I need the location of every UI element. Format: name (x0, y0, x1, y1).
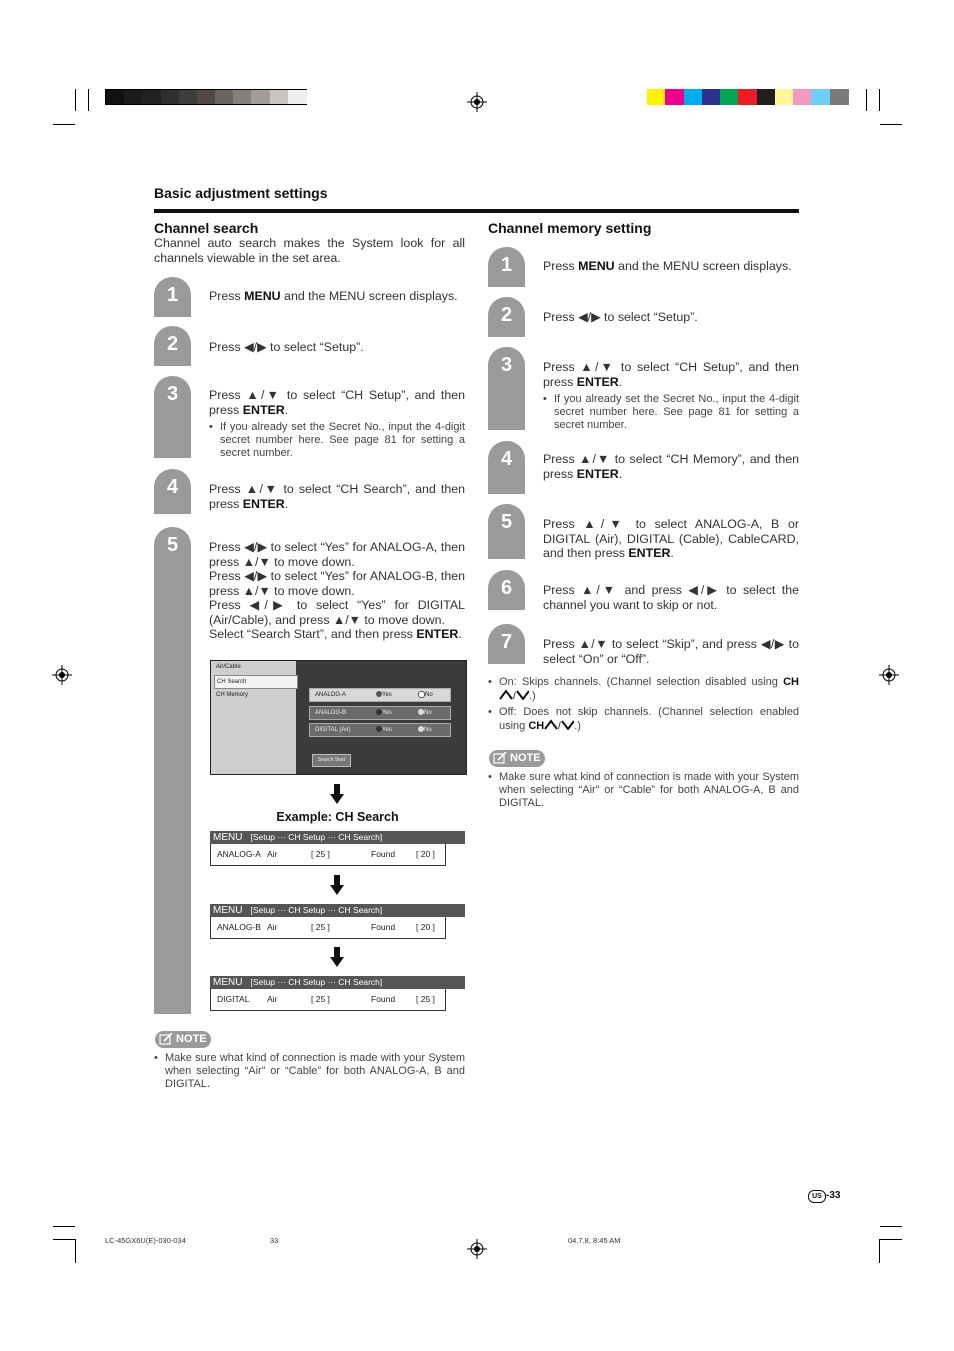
crop-mark (88, 89, 89, 111)
color-swatch (124, 90, 143, 104)
pencil-icon (493, 752, 507, 764)
right-step-6 (488, 570, 799, 610)
step-number: 7 (488, 624, 525, 661)
down-arrow-icon (330, 947, 344, 967)
right-step-1 (488, 247, 799, 287)
step-text: Press ◀/▶ to select “Yes” for ANALOG-A, then press ▲/▼ to move down. Press ◀/▶ to select “Yes” for ANALOG-B, then press ▲/▼ to move down. Press ◀/▶ to select “Yes” for DIGITAL (Air/Cable), and press ▲/▼ to move down. Select “Search Start”, and then press ENTER. (209, 540, 465, 641)
color-swatch (775, 89, 794, 105)
example-title: Example: CH Search (276, 810, 399, 824)
crop-mark (880, 124, 902, 125)
color-swatch (720, 89, 739, 105)
step-number: 6 (488, 570, 525, 607)
osd-menu-list (211, 661, 296, 774)
right-step-7 (488, 624, 799, 664)
color-swatch (179, 90, 198, 104)
crop-mark (75, 89, 76, 111)
step-text: Press ▲/▼ and press ◀/▶ to select the channel you want to skip or not. (543, 583, 799, 612)
osd-row-digital[interactable]: DIGITAL (Air) Yes No (309, 723, 451, 737)
left-note-text: • Make sure what kind of connection is made with your System when selecting “Air” or “Cable” for both ANALOG-A, B and DIGITAL. (154, 1052, 465, 1090)
step-text: Press ▲/▼ to select “CH Setup”, and then press ENTER. (209, 388, 465, 417)
color-swatch (288, 90, 307, 104)
step-bar (488, 607, 525, 610)
menu-result-row: ANALOG-B Air [ 25 ] Found [ 20 ] (210, 917, 446, 939)
crop-mark (53, 1239, 75, 1240)
header-rule (154, 209, 799, 213)
color-swatch (702, 89, 721, 105)
registration-mark-icon (52, 665, 72, 685)
step-number: 1 (154, 277, 191, 314)
note-badge: NOTE (489, 750, 545, 767)
step-number: 5 (488, 504, 525, 541)
color-swatch (665, 89, 684, 105)
step-bar (154, 314, 191, 317)
step-bar (488, 478, 525, 494)
color-swatch (830, 89, 849, 105)
right-note-text: • Make sure what kind of connection is made with your System when selecting “Air” or “Cable” for both ANALOG-A, B and DIGITAL. (488, 771, 799, 809)
registration-mark-icon (467, 92, 487, 112)
crop-mark (866, 89, 867, 111)
color-swatch (106, 90, 125, 104)
color-swatch (197, 90, 216, 104)
color-swatch (757, 89, 776, 105)
step-number: 2 (488, 297, 525, 334)
skip-on-bullet: • On: Skips channels. (Channel selection disabled using CH / .) (488, 676, 799, 702)
step-bar (488, 334, 525, 337)
step-number: 2 (154, 326, 191, 363)
svg-text:/: / (558, 721, 562, 730)
page-number: US -33 (808, 1190, 840, 1203)
color-swatch (270, 90, 289, 104)
step-number: 4 (488, 441, 525, 478)
step-number: 3 (154, 376, 191, 413)
step-text: Press MENU and the MENU screen displays. (543, 259, 792, 273)
note-badge: NOTE (155, 1031, 211, 1048)
crop-mark (879, 89, 880, 111)
step-bullet: • If you already set the Secret No., input the 4-digit secret number here. See page 81 for setting a secret number. (209, 421, 465, 459)
page-section-heading: Basic adjustment settings (154, 185, 328, 201)
region-badge: US (808, 1190, 826, 1203)
right-step-5 (488, 504, 799, 559)
color-swatch (793, 89, 812, 105)
osd-menu-item[interactable]: Air/Cable (216, 664, 241, 670)
step-text: Press ▲/▼ to select “CH Setup”, and then press ENTER. (543, 360, 799, 389)
step-text: Press ◀/▶ to select “Setup”. (543, 310, 698, 324)
channel-memory-title: Channel memory setting (488, 220, 652, 236)
skip-off-bullet: • Off: Does not skip channels. (Channel selection enabled using CH / .) (488, 706, 799, 732)
menu-result-row: ANALOG-A Air [ 25 ] Found [ 20 ] (210, 844, 446, 866)
color-swatch (647, 89, 666, 105)
step-bar (488, 384, 525, 430)
right-step-2 (488, 297, 799, 337)
left-step-3 (154, 376, 465, 458)
step-bar (154, 564, 191, 1014)
step-text: Press ◀/▶ to select “Setup”. (209, 340, 364, 354)
color-swatch (684, 89, 703, 105)
print-timestamp: 04.7.8, 8:45 AM (568, 1236, 621, 1245)
color-swatch (251, 90, 270, 104)
registration-mark-icon (879, 665, 899, 685)
crop-mark (879, 1239, 880, 1263)
step-text: Press ▲/▼ to select “CH Search”, and then press ENTER. (209, 482, 465, 511)
step-text: Press ▲/▼ to select “CH Memory”, and then press ENTER. (543, 452, 799, 481)
ch-up-down-icon (544, 719, 574, 730)
down-arrow-icon (330, 784, 344, 804)
menu-header: MENU [Setup ··· CH Setup ··· CH Search] (210, 976, 465, 989)
color-swatch (738, 89, 757, 105)
step-text: Press ▲/▼ to select “Skip”, and press ◀/▶ to select “On” or “Off”. (543, 637, 799, 666)
step-bar (488, 284, 525, 287)
step-bar (154, 363, 191, 366)
step-bar (488, 661, 525, 664)
grayscale-calibration-bar (105, 89, 307, 105)
color-swatch (142, 90, 161, 104)
color-swatch (233, 90, 252, 104)
step-text: Press ▲/▼ to select ANALOG-A, B or DIGITAL (Air), DIGITAL (Cable), CableCARD, and then press ENTER. (543, 517, 799, 560)
registration-mark-icon (467, 1239, 487, 1259)
right-step-4 (488, 441, 799, 494)
example-menu-1 (210, 831, 465, 866)
left-step-2 (154, 326, 465, 366)
crop-mark (880, 1226, 902, 1227)
channel-search-intro: Channel auto search makes the System look for all channels viewable in the set area. (154, 236, 465, 265)
menu-result-row: DIGITAL Air [ 25 ] Found [ 25 ] (210, 989, 446, 1011)
osd-row-analog-a[interactable]: ANALOG-A Yes No (309, 688, 451, 702)
crop-mark (53, 1226, 75, 1227)
step-bar (154, 506, 191, 514)
example-menu-2 (210, 904, 465, 939)
svg-text:/: / (513, 691, 516, 700)
menu-header: MENU [Setup ··· CH Setup ··· CH Search] (210, 904, 465, 917)
down-arrow-icon (330, 875, 344, 895)
menu-header: MENU [Setup ··· CH Setup ··· CH Search] (210, 831, 465, 844)
osd-row-analog-b[interactable]: ANALOG-B Yes No (309, 706, 451, 720)
osd-menu-item-selected[interactable]: CH Search (214, 675, 298, 689)
step-number: 5 (154, 527, 191, 564)
left-step-4 (154, 469, 465, 514)
ch-search-screen (210, 660, 467, 775)
right-step-3 (488, 347, 799, 430)
crop-mark (880, 1239, 902, 1240)
crop-mark (53, 124, 75, 125)
channel-search-title: Channel search (154, 220, 259, 236)
step-text: Press MENU and the MENU screen displays. (209, 289, 458, 303)
step-number: 3 (488, 347, 525, 384)
color-calibration-bar (647, 89, 848, 105)
search-start-button[interactable]: Search Start (312, 754, 351, 767)
pencil-icon (159, 1033, 173, 1045)
step-number: 4 (154, 469, 191, 506)
print-file-name: LC-45GX6U(E)-030-034 (105, 1236, 186, 1245)
step-bar (488, 541, 525, 559)
color-swatch (811, 89, 830, 105)
step-bar (154, 413, 191, 458)
left-step-1 (154, 277, 465, 317)
step-bullet: • If you already set the Secret No., input the 4-digit secret number here. See page 81 for setting a secret number. (543, 393, 799, 431)
example-menu-3 (210, 976, 465, 1011)
ch-up-down-icon (499, 689, 529, 700)
color-swatch (215, 90, 234, 104)
osd-menu-item[interactable]: CH Memory (216, 692, 249, 698)
print-page-number: 33 (270, 1236, 279, 1245)
color-swatch (161, 90, 180, 104)
crop-mark (75, 1239, 76, 1263)
step-number: 1 (488, 247, 525, 284)
